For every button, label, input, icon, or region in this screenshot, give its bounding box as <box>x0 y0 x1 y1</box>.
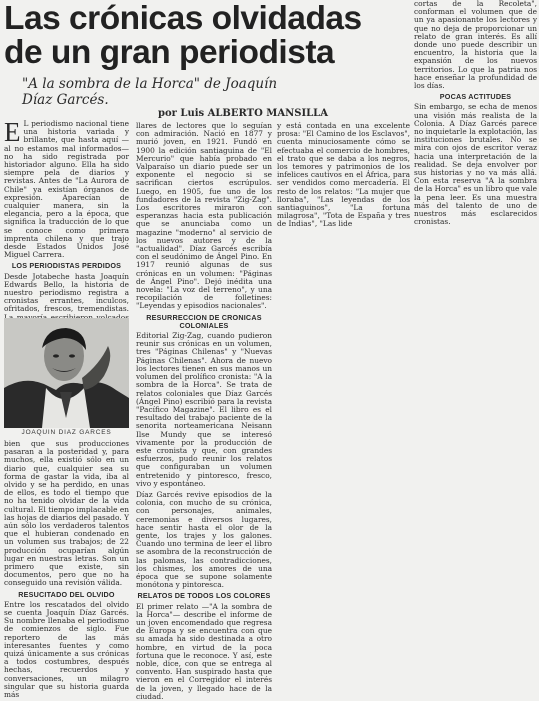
col1-paragraph-2: Desde Jotabeche hasta Joaquín Edwards Bello, la historia de nuestro periodismo registra a cronistas errantes, inculcos, ofritados, frescos, tremendistas. <box>4 271 129 314</box>
section-title-colonial: RESURRECCION DE CRONICAS COLONIALES <box>146 312 262 330</box>
col2-paragraph-3: Díaz Garcés revive episodios de la colonia, con mucho de su crónica, con personajes, animales, ceremonias e diversos lugares, hace sentir hasta el olor de la gente, los trajes y los galones. Cuando uno termina de leer el libro se asombra de la reconstrucción de las palomas, las contradicciones, los chismes, los amores de una época que se supone solamente monótona y pintoresca. <box>136 489 272 590</box>
headline <box>4 2 409 70</box>
portrait-image <box>4 318 129 428</box>
headline-line-1: Las crónicas olvidadas <box>4 0 362 37</box>
col4-paragraph-2: Sin embargo, se echa de menos una visión más realista de la Colonia. A Díaz Garcés parece no inquietarle la explotación, las instituciones brutales. No se mira con ojos de escritor veraz hacia una interpretación de la realidad. Se deja envolver por sus historias y no va más allá. Con esta reserva "A la sombra de la Horca" es un libro que vale la pena leer. Es una muestra más del talento de uno de nuestros más esclarecidos cronistas. <box>414 102 538 227</box>
column-1-lower <box>4 439 129 700</box>
column-4 <box>414 0 538 227</box>
subtitle: "A la sombra de la Horca" de Joaquín Díaz Garcés. <box>22 76 278 108</box>
section-title-rescued: RESUCITADO DEL OLVIDO <box>18 589 115 599</box>
col1b-paragraph-1: bien que sus producciones pasaran a la posteridad y, para muchos, ella existió sólo en un diario que, cualquier sea su forma de gastar la vida, iba al olvido y se ha perdido, en unas de ellos, es todo el tiempo que no ha tenido olvidar de la vida cultural. El tiempo implacable en las hojas de diarios del pasado. Y aún sólo los verdaderos talentos que el hubieran condenado en un volumen sus trabajos; de 22 producción ocuparían algún lugar en nuestras letras. Son un primero que existe, sin documentos, pero que no ha conseguido una revisión válida. <box>4 439 129 588</box>
col3-paragraph-1: y está contada en una excelente prosa: "El Camino de los Esclavos", cuenta minuciosamente cómo se efectuaba el comercio de hombres, el trato que se daba a los negros, los temores y patrimonios de los infelices cautivos en el África, para ser vendidos como mercadería. El resto de los relatos: "La mujer que lloraba", "Las leyendas de los santiaguinos", "La fortuna milagrosa", "Tota de España y tres de Indias", "Las lide <box>277 121 410 229</box>
photo-caption: JOAQUIN DIAZ GARCES <box>21 429 112 436</box>
column-3 <box>277 121 410 229</box>
col2-paragraph-4: El primer relato —"A la sombra de la Horca"— describe el informe de un joven encomendado que regresa de Europa y se encuentra con que su amada ha sido destinada a otro hombre, en virtud de la poca fortuna que le reconoce. Y así, este noble, dice, con que se entrega al convento. Han suspirado hasta que vieron en el Corregidor el interés de la joven, y llegado hace de la ciudad. <box>136 601 272 701</box>
col1-paragraph-1: E L periodismo nacional tiene una historia variada y brillante, que hasta aquí —al no estamos mal informados— no ha sido registrada por historiador alguno. Ella ha sido siempre pela de diarios y revistas. Antes de "La Aurora de Chile" ya existían órganos de expresión. Aparecían de cualquier manera, sin la elegancia, pero a la época, que significa la traducción de lo que se conoce como primera imprenta chilena y que trajo desde Estados Unidos José Miguel Carrera. <box>4 117 129 260</box>
col4-paragraph-1: cortas de la Recoleta", conforman el volumen que de un ya apasionante los lectores y que no deja de proporcionar un relato de gran interés. Es allí donde uno puede describir un encuentro, la historia que la expansión de los nuevos territorios. Lo que la patria nos hace enseñar la profundidad de los días. <box>414 0 537 91</box>
portrait-photo <box>4 318 129 428</box>
section-title-colors: RELATOS DE TODOS LOS COLORES <box>137 591 271 601</box>
section-title: LOS PERIODISTAS PERDIDOS <box>11 261 122 271</box>
byline: por Luis ALBERTO MANSILLA <box>158 108 328 119</box>
drop-cap: E <box>4 117 21 147</box>
col2-paragraph-1: llares de lectores que lo seguían con admiración. Nació en 1877 y murió joven, en 1921. Fundó en 1900 la edición santiaguina de "El Mercurio" que había probado en Valparaíso un diario puede ser un exponente el negocio si se sacrifican ciertos escrúpulos. Luego, en 1905, fue uno de los fundadores de la revista "Zig-Zag". Los escritores miraron con esperanzas hacia esta publicación que se anunciaba como un magazine "moderno" al servicio de los nuevos autores y de la "actualidad". Díaz Garcés escribía con el seudónimo de Ángel Pino. En 1917 reunió algunas de sus crónicas en un volumen: "Páginas de Ángel Pino". Dejó inédita una novela: "La voz del terreno", y una recopilación de folletines: "Leyendas y episodios nacionales". <box>136 121 272 311</box>
headline-line-2: de un gran periodista <box>4 34 335 71</box>
column-1 <box>4 117 129 314</box>
column-2 <box>136 121 272 701</box>
col2-paragraph-2: Editorial Zig-Zag, cuando pudieron reunir sus crónicas en un volumen, tres "Páginas Chilenas" y "Nuevas Páginas Chilenas". Ahora de nuevo los lectores tienen en sus manos un volumen del prolífico cronista: "A la sombra de la Horca". Se trata de relatos coloniales que Díaz Garcés (Ángel Pino) escribió para la revista "Pacífico Magazine". El libro es el resultado del trabajo paciente de la senorita norteamericana Neisann Ilse Mundy que se interesó vivamente por la producción de este cronista y que, con grandes esfuerzos, pudo reunir los relatos que configuraban un volumen entretenido y pintoresco, fresco, vivo y espontáneo. <box>136 331 272 488</box>
section-title-actitudes: POCAS ACTITUDES <box>439 92 512 102</box>
col1b-paragraph-2: Entre los rescatados del olvido se cuenta Joaquín Díaz Garcés. Su nombre llenaba el periodismo de comienzos de siglo. Fue reportero de las más interesantes fuentes y como quizá únicamente a sus crónicas a todos costumbres, después hechas, recuerdos y conversaciones, un milagro singular que su historia guarda más <box>4 599 129 700</box>
